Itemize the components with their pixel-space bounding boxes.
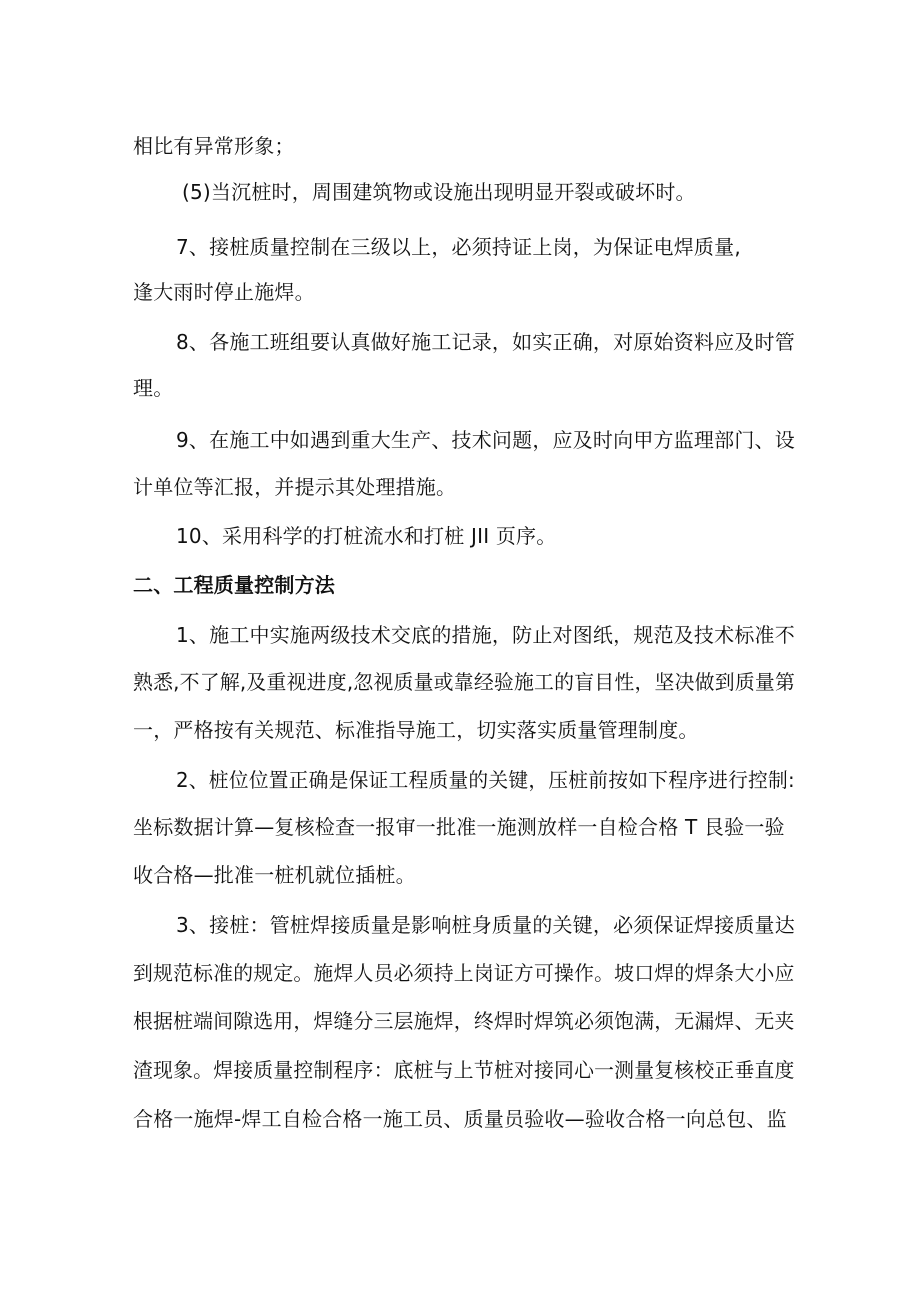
text-line-19: 根据桩端间隙选用，焊缝分三层施焊，终焊时焊筑必须饱满，无漏焊、无夹 bbox=[133, 1009, 795, 1033]
text-line-5: 8、各施工班组要认真做好施工记录，如实正确，对原始资料应及时管 bbox=[176, 330, 795, 354]
text-line-13: 一，严格按有关规范、标准指导施工，切实落实质量管理制度。 bbox=[133, 718, 699, 742]
text-line-15: 坐标数据计算—复核检查一报审一批准一施测放样一自检合格 T 艮验一验 bbox=[133, 815, 785, 839]
text-line-11: 1、施工中实施两级技术交底的措施，防止对图纸，规范及技术标准不 bbox=[176, 623, 795, 647]
text-line-21: 合格一施焊-焊工自检合格一施工员、质量员验收—验收合格一向总包、监 bbox=[133, 1107, 787, 1131]
text-line-4: 逢大雨时停止施焊。 bbox=[133, 280, 315, 304]
text-line-16: 收合格—批准一桩机就位插桩。 bbox=[133, 863, 416, 887]
text-line-2: (5)当沉桩时，周围建筑物或设施出现明显开裂或破坏时。 bbox=[182, 180, 696, 204]
text-line-17: 3、接桩：管桩焊接质量是影响桩身质量的关键，必须保证焊接质量达 bbox=[176, 913, 795, 937]
text-line-7: 9、在施工中如遇到重大生产、技术问题，应及时向甲方监理部门、设 bbox=[176, 428, 795, 452]
text-line-20: 渣现象。焊接质量控制程序：底桩与上节桩对接同心一测量复核校正垂直度 bbox=[133, 1058, 795, 1082]
section-heading: 二、工程质量控制方法 bbox=[133, 573, 335, 597]
text-line-18: 到规范标准的规定。施焊人员必须持上岗证方可操作。坡口焊的焊条大小应 bbox=[133, 961, 795, 985]
text-line-8: 计单位等汇报，并提示其处理措施。 bbox=[133, 475, 457, 499]
text-line-9: 10、采用科学的打桩流水和打桩 JII 页序。 bbox=[176, 524, 557, 548]
text-line-6: 理。 bbox=[133, 376, 174, 400]
text-line-3: 7、接桩质量控制在三级以上，必须持证上岗，为保证电焊质量, bbox=[176, 235, 741, 259]
text-line-14: 2、桩位位置正确是保证工程质量的关键，压桩前按如下程序进行控制: bbox=[176, 768, 795, 792]
text-line-12: 熟悉,不了解,及重视进度,忽视质量或靠经验施工的盲目性，坚决做到质量第 bbox=[133, 670, 796, 694]
text-line-1: 相比有异常形象； bbox=[133, 134, 295, 158]
